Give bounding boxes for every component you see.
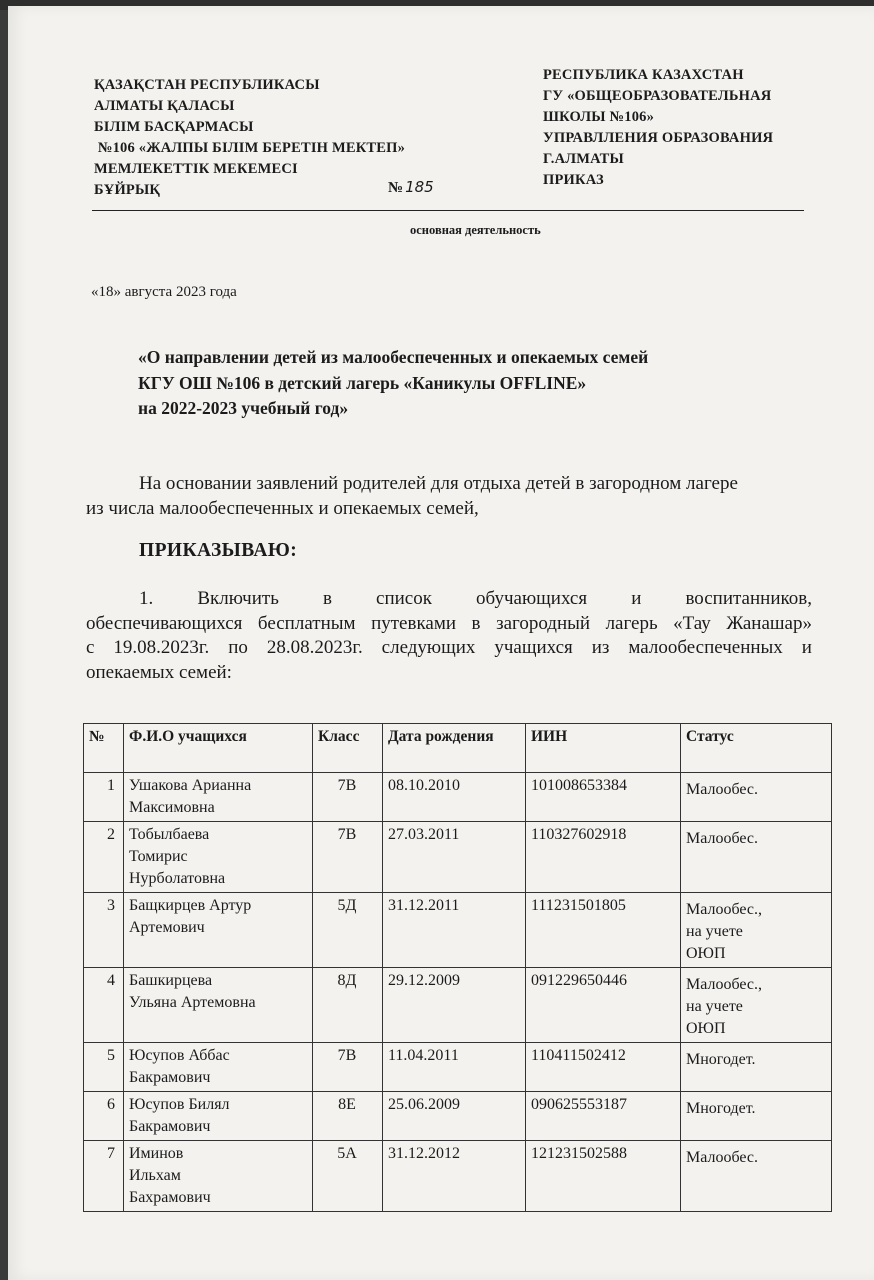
- table-row: [84, 1141, 832, 1212]
- cell-dob-line: 25.06.2009: [388, 1096, 460, 1113]
- order-number-prefix: №: [388, 180, 404, 196]
- cell-iin: [526, 968, 681, 1043]
- cell-name-line: Бахрамович: [129, 1189, 211, 1206]
- col-header-iin: ИИН: [526, 724, 681, 773]
- cell-status: [681, 968, 832, 1043]
- cell-status: [681, 822, 832, 893]
- table-row: [84, 1043, 832, 1092]
- cell-name-line: Юсупов Билял: [129, 1096, 230, 1113]
- item-1-paragraph: [86, 587, 812, 685]
- activity-type: основная деятельность: [410, 223, 541, 237]
- word: в: [471, 612, 481, 634]
- cell-status: [681, 1043, 832, 1092]
- cell-iin: [526, 822, 681, 893]
- cell-name: [124, 822, 313, 893]
- cell-dob: [383, 773, 526, 822]
- cell-class: [313, 893, 383, 968]
- word: обеспечивающихся: [86, 612, 243, 634]
- header-right-line: Г.АЛМАТЫ: [543, 151, 624, 167]
- item-1-line: [86, 612, 812, 637]
- word: 19.08.2023г.: [113, 637, 210, 658]
- cell-number-line: 5: [107, 1047, 115, 1064]
- item-1-line: [86, 587, 812, 612]
- cell-iin-line: 121231502588: [531, 1145, 627, 1162]
- cell-class-line: 7В: [337, 1047, 357, 1064]
- cell-class: [313, 1043, 383, 1092]
- intro-line: из числа малообеспеченных и опекаемых семей,: [86, 498, 479, 519]
- cell-class-line: 7В: [337, 777, 357, 794]
- cell-name-line: Бакрамович: [129, 1118, 211, 1135]
- cell-name-line: Башкирцева: [129, 972, 213, 989]
- header-divider: [92, 210, 804, 211]
- cell-class: [313, 1141, 383, 1212]
- word: и: [631, 588, 642, 609]
- cell-number-line: 6: [107, 1096, 115, 1113]
- cell-dob: [383, 968, 526, 1043]
- word: воспитанников,: [685, 588, 812, 609]
- cell-iin-line: 111231501805: [531, 897, 626, 914]
- word: следующих: [381, 637, 476, 658]
- cell-iin-line: 090625553187: [531, 1096, 627, 1113]
- col-header-class: Класс: [313, 724, 383, 773]
- word: загородный: [496, 612, 591, 634]
- cell-name-line: Юсупов Аббас: [129, 1047, 230, 1064]
- cell-dob: [383, 1141, 526, 1212]
- cell-iin-line: 110411502412: [531, 1047, 626, 1064]
- header-left-line: №106 «ЖАЛПЫ БІЛІМ БЕРЕТІН МЕКТЕП»: [94, 140, 406, 156]
- header-right-line: ПРИКАЗ: [543, 172, 604, 188]
- cell-name-line: Ушакова Арианна: [129, 777, 252, 794]
- order-word: ПРИКАЗЫВАЮ:: [139, 540, 298, 561]
- word: Жанашар»: [726, 612, 812, 634]
- cell-class-line: 7В: [337, 826, 357, 843]
- cell-number-line: 3: [107, 897, 115, 914]
- word: обучающихся: [476, 588, 588, 609]
- order-date: «18» августа 2023 года: [91, 284, 237, 300]
- word: из: [591, 637, 610, 658]
- word: и: [801, 637, 812, 658]
- intro-line: На основании заявлений родителей для отдыха детей в загородном лагере: [139, 473, 738, 494]
- cell-dob: [383, 893, 526, 968]
- cell-dob-line: 31.12.2012: [388, 1145, 460, 1162]
- cell-dob: [383, 1092, 526, 1141]
- word: бесплатным: [257, 612, 356, 634]
- cell-number-line: 1: [107, 777, 115, 794]
- cell-name: [124, 1141, 313, 1212]
- cell-iin: [526, 773, 681, 822]
- cell-name-line: Нурболатовна: [129, 870, 226, 887]
- item-1-line: [86, 636, 812, 661]
- cell-dob: [383, 1043, 526, 1092]
- table-row: [84, 773, 832, 822]
- cell-class: [313, 968, 383, 1043]
- word: учащихся: [494, 637, 573, 658]
- header-right-line: РЕСПУБЛИКА КАЗАХСТАН: [543, 67, 744, 83]
- word: 28.08.2023г.: [266, 637, 363, 658]
- col-header-dob: Дата рождения: [383, 724, 526, 773]
- cell-class: [313, 773, 383, 822]
- cell-name: [124, 773, 313, 822]
- cell-status: [681, 1092, 832, 1141]
- header-left-line: МЕМЛЕКЕТТІК МЕКЕМЕСІ: [94, 161, 298, 177]
- header-left-line: БҰЙРЫҚ: [94, 182, 161, 198]
- cell-status-line: ОЮП: [686, 1020, 726, 1037]
- cell-class: [313, 1092, 383, 1141]
- cell-name-line: Тобылбаева: [129, 826, 210, 843]
- cell-class-line: 5А: [337, 1145, 357, 1162]
- cell-number: [84, 1043, 124, 1092]
- header-right-line: УПРАВЛЛЕНИЯ ОБРАЗОВАНИЯ: [543, 130, 774, 146]
- cell-status: [681, 773, 832, 822]
- title-line: «О направлении детей из малообеспеченных и опекаемых семей: [138, 347, 649, 367]
- cell-status: [681, 1141, 832, 1212]
- cell-status-line: ОЮП: [686, 945, 726, 962]
- cell-name: [124, 1043, 313, 1092]
- cell-dob-line: 31.12.2011: [388, 897, 460, 914]
- word: по: [228, 637, 248, 658]
- table-row: [84, 968, 832, 1043]
- header-left-line: БІЛІМ БАСҚАРМАСЫ: [94, 119, 254, 135]
- cell-name: [124, 1092, 313, 1141]
- cell-dob-line: 27.03.2011: [388, 826, 460, 843]
- cell-number: [84, 1092, 124, 1141]
- word: 1.: [139, 588, 154, 609]
- header-left-line: АЛМАТЫ ҚАЛАСЫ: [94, 98, 235, 114]
- cell-number: [84, 773, 124, 822]
- cell-name-line: Бащкирцев Артур: [129, 897, 252, 914]
- title-line: КГУ ОШ №106 в детский лагерь «Каникулы OFFLINE»: [138, 372, 587, 393]
- cell-iin-line: 101008653384: [531, 777, 627, 794]
- cell-status-line: Малообес.: [686, 830, 758, 847]
- col-header-status: Статус: [681, 724, 832, 773]
- cell-dob-line: 08.10.2010: [388, 777, 460, 794]
- cell-name-line: Максимовна: [129, 799, 215, 816]
- order-number-handwritten: 185: [405, 178, 434, 196]
- word: малообеспеченных: [628, 637, 783, 658]
- table-row: [84, 1092, 832, 1141]
- cell-iin: [526, 1141, 681, 1212]
- cell-name-line: Ильхам: [129, 1167, 181, 1184]
- order-number: [388, 178, 434, 197]
- cell-class-line: 8Е: [338, 1096, 356, 1113]
- header-right-line: ШКОЛЫ №106»: [543, 109, 655, 125]
- order-title: [138, 345, 648, 422]
- cell-status-line: на учете: [686, 998, 743, 1015]
- cell-name-line: Томирис: [129, 848, 188, 865]
- cell-name: [124, 968, 313, 1043]
- header-right-line: ГУ «ОБЩЕОБРАЗОВАТЕЛЬНАЯ: [543, 88, 772, 104]
- cell-status-line: Многодет.: [686, 1051, 756, 1068]
- cell-name-line: Иминов: [129, 1145, 184, 1162]
- cell-status-line: Малообес.,: [686, 976, 762, 993]
- cell-class-line: 5Д: [337, 897, 357, 914]
- table-header-row: [84, 724, 832, 773]
- cell-number: [84, 1141, 124, 1212]
- cell-iin-line: 091229650446: [531, 972, 627, 989]
- cell-iin-line: 110327602918: [531, 826, 627, 843]
- col-header-name: Ф.И.О учащихся: [124, 724, 313, 773]
- cell-number-line: 7: [107, 1145, 115, 1162]
- cell-class-line: 8Д: [337, 972, 357, 989]
- cell-name: [124, 893, 313, 968]
- cell-status-line: Малообес.: [686, 1149, 758, 1166]
- cell-name-line: Ульяна Артемовна: [129, 994, 256, 1011]
- cell-dob: [383, 822, 526, 893]
- cell-dob-line: 11.04.2011: [388, 1047, 459, 1064]
- cell-status-line: Малообес.,: [686, 901, 762, 918]
- cell-status-line: Многодет.: [686, 1100, 756, 1117]
- students-table: [83, 723, 832, 1212]
- cell-iin: [526, 1043, 681, 1092]
- cell-number: [84, 968, 124, 1043]
- header-right-russian: [543, 65, 773, 191]
- cell-dob-line: 29.12.2009: [388, 972, 460, 989]
- header-left-line: ҚАЗАҚСТАН РЕСПУБЛИКАСЫ: [94, 77, 320, 93]
- word: путевками: [371, 612, 457, 634]
- cell-iin: [526, 893, 681, 968]
- cell-number-line: 2: [107, 826, 115, 843]
- cell-status: [681, 893, 832, 968]
- table-row: [84, 893, 832, 968]
- word: «Тау: [673, 612, 711, 634]
- cell-number: [84, 822, 124, 893]
- title-line: на 2022-2023 учебный год»: [138, 398, 349, 418]
- table-row: [84, 822, 832, 893]
- col-header-number: №: [84, 724, 124, 773]
- cell-number: [84, 893, 124, 968]
- cell-name-line: Бакрамович: [129, 1069, 211, 1086]
- word: лагерь: [605, 612, 658, 634]
- cell-number-line: 4: [107, 972, 115, 989]
- item-1-line: опекаемых семей:: [86, 661, 232, 683]
- word: в: [322, 588, 332, 609]
- cell-status-line: Малообес.: [686, 781, 758, 798]
- word: Включить: [197, 588, 279, 609]
- word: с: [86, 637, 95, 658]
- cell-name-line: Артемович: [129, 919, 205, 936]
- header-left-kazakh: [94, 75, 405, 201]
- cell-iin: [526, 1092, 681, 1141]
- cell-status-line: на учете: [686, 923, 743, 940]
- cell-class: [313, 822, 383, 893]
- word: список: [376, 588, 432, 609]
